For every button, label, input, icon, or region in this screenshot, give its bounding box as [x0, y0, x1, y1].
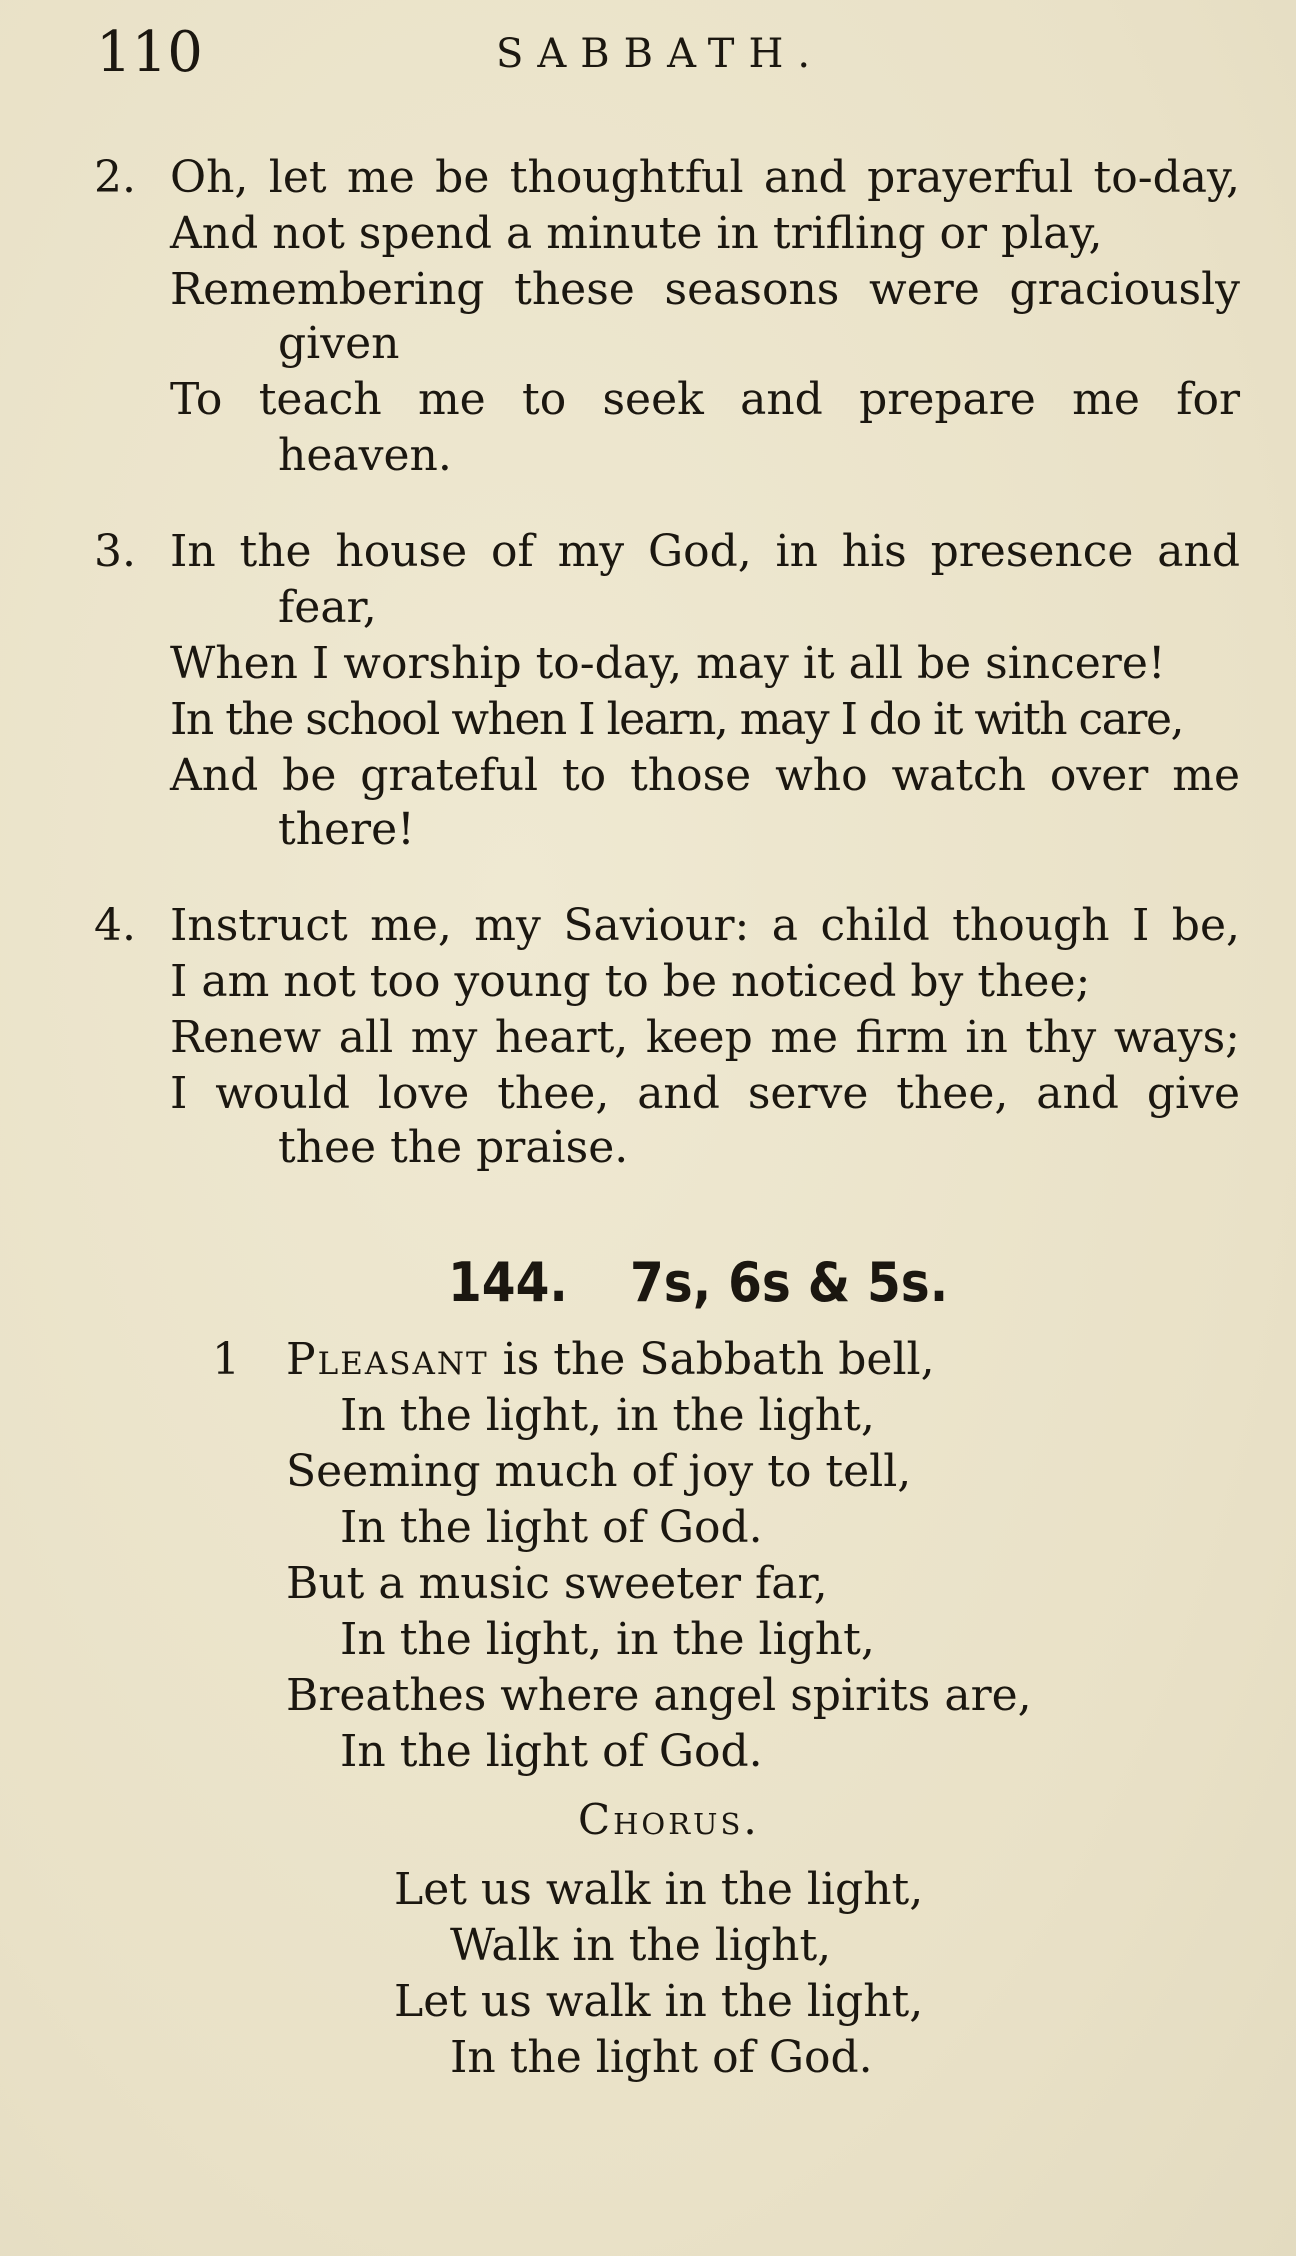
verse-line: Remembering these seasons were graciously [170, 264, 1240, 315]
stanza-line: Breathes where angel spirits are, [286, 1670, 1032, 1721]
verse-number: 2. [94, 152, 136, 203]
verse-line: And not spend a minute in trifling or play, [170, 208, 1103, 259]
stanza-line: But a music sweeter far, [286, 1558, 828, 1609]
stanza-line: In the light of God. [340, 1502, 763, 1553]
verse-line: thee the praise. [278, 1122, 629, 1173]
first-word: Pleasant [286, 1334, 489, 1385]
verse-line: Instruct me, my Saviour: a child though I be, [170, 900, 1240, 951]
verse-line: And be grateful to those who watch over me [170, 750, 1240, 801]
verse-line: Renew all my heart, keep me firm in thy ways; [170, 1012, 1240, 1063]
running-title: SABBATH. [496, 31, 825, 77]
chorus-line: Let us walk in the light, [394, 1976, 924, 2027]
verse-line: heaven. [278, 430, 452, 481]
stanza-line: In the light, in the light, [340, 1614, 875, 1665]
chorus-line: In the light of God. [450, 2032, 873, 2083]
stanza-number: 1 [212, 1334, 240, 1385]
verse-line: In the house of my God, in his presence and [170, 526, 1240, 577]
hymn-number: 144. [448, 1251, 568, 1314]
hymn-meter: 7s, 6s & 5s. [630, 1251, 949, 1314]
verse-line: fear, [278, 582, 377, 633]
verse-line: I would love thee, and serve thee, and give [170, 1068, 1240, 1119]
stanza-line: In the light of God. [340, 1726, 763, 1777]
verse-number: 4. [94, 900, 136, 951]
page-header [96, 18, 1246, 88]
verse-line: there! [278, 804, 415, 855]
verse-line: In the school when I learn, may I do it with care, [170, 694, 1183, 745]
first-line-rest: is the Sabbath bell, [488, 1334, 935, 1385]
verse-line: When I worship to-day, may it all be sincere! [170, 638, 1166, 689]
chorus-label: Chorus. [578, 1795, 760, 1844]
verse-number: 3. [94, 526, 136, 577]
verse-line: To teach me to seek and prepare me for [170, 374, 1240, 425]
verse-line: Oh, let me be thoughtful and prayerful to-day, [170, 152, 1240, 203]
chorus-line: Let us walk in the light, [394, 1864, 924, 1915]
verse-line: given [278, 318, 400, 369]
page-number: 110 [96, 20, 203, 85]
chorus-line: Walk in the light, [450, 1920, 832, 1971]
stanza-line: In the light, in the light, [340, 1390, 875, 1441]
verse-line: I am not too young to be noticed by thee; [170, 956, 1091, 1007]
stanza-line: Seeming much of joy to tell, [286, 1446, 912, 1497]
stanza-first-line [286, 1332, 935, 1388]
